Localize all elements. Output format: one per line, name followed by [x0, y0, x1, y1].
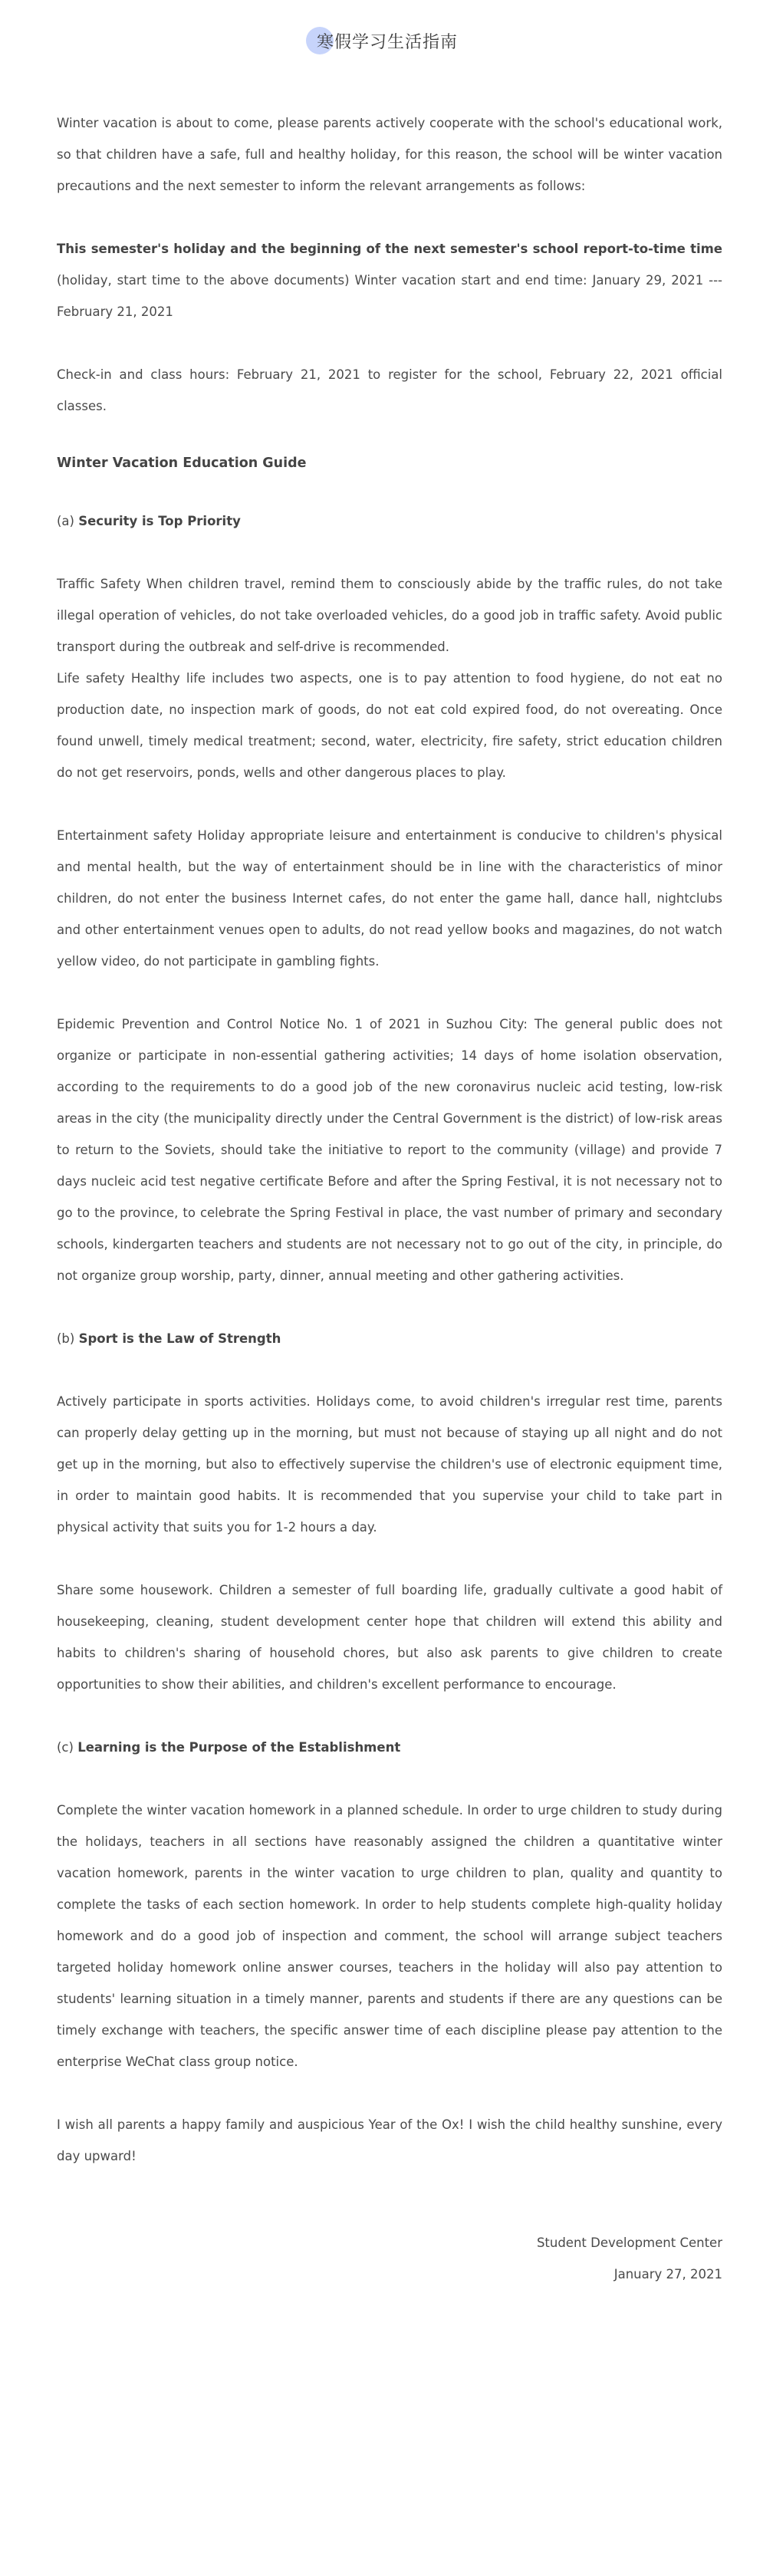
section-b-heading — [57, 1323, 722, 1354]
sports-paragraph: Actively participate in sports activities. Holidays come, to avoid children's irregular rest time, parents can properly delay getting up in the morning, but must not because of staying up all night and do not get up in the morning, but also to effectively supervise the children's use of electronic equipment time, in order to maintain good habits. It is recommended that you supervise your child to take part in physical activity that suits you for 1-2 hours a day. — [57, 1394, 722, 1535]
article-header — [0, 0, 773, 84]
signature-org: Student Development Center — [536, 2235, 722, 2250]
epidemic-notice-paragraph: Epidemic Prevention and Control Notice No. 1 of 2021 in Suzhou City: The general public does not organize or participate in non-essential gathering activities; 14 days of home isolation observation, according to the requirements to do a good job of the new coronavirus nucleic acid testing, low-risk areas in the city (the municipality directly under the Central Government is the district) of low-risk areas to return to the Soviets, should take the initiative to report to the community (village) and provide 7 days nucleic acid test negative certificate Before and after the Spring Festival, it is not necessary not to go to the province, to celebrate the Spring Festival in place, the vast number of primary and secondary schools, kindergarten teachers and students are not necessary not to go out of the city, in principle, do not organize group worship, party, dinner, annual meeting and other gathering activities. — [57, 1017, 722, 1283]
section-a-heading — [57, 505, 722, 537]
checkin-paragraph: Check-in and class hours: February 21, 2021 to register for the school, February 22, 2021 official classes. — [57, 367, 722, 413]
schedule-paragraph — [57, 233, 722, 327]
section-c-prefix: (c) — [57, 1740, 78, 1755]
schedule-bold-label: This semester's holiday and the beginning of the next semester's school report-to-time time — [57, 242, 722, 256]
section-a-prefix: (a) — [57, 514, 79, 528]
signature-date: January 27, 2021 — [613, 2267, 722, 2282]
closing-paragraph: I wish all parents a happy family and auspicious Year of the Ox! I wish the child healthy sunshine, every day upward! — [57, 2117, 722, 2163]
homework-paragraph: Complete the winter vacation homework in a planned schedule. In order to urge children to study during the holidays, teachers in all sections have reasonably assigned the children a quantitative winter vacation homework, parents in the winter vacation to urge children to plan, quality and quantity to complete the tasks of each section homework. In order to help students complete high-quality holiday homework and do a good job of inspection and comment, the school will arrange subject teachers targeted holiday homework online answer courses, teachers in the holiday will also pay attention to students' learning situation in a timely manner, parents and students if there are any questions can be timely exchange with teachers, the specific answer time of each discipline please pay attention to the enterprise WeChat class group notice. — [57, 1803, 722, 2069]
page-title-text: 寒假学习生活指南 — [316, 32, 458, 52]
section-c-title: Learning is the Purpose of the Establishment — [77, 1740, 401, 1755]
section-a-title: Security is Top Priority — [78, 514, 241, 528]
page-title — [315, 29, 458, 53]
schedule-text: (holiday, start time to the above documents) Winter vacation start and end time: January 29, 2021 --- February 21, 2021 — [57, 273, 722, 319]
guide-heading: Winter Vacation Education Guide — [57, 456, 307, 471]
signature-block — [57, 2227, 722, 2290]
section-b-title: Sport is the Law of Strength — [78, 1331, 281, 1346]
housework-paragraph: Share some housework. Children a semester of full boarding life, gradually cultivate a good habit of housekeeping, cleaning, student development center hope that children will extend this ability and habits to children's sharing of household chores, but also ask parents to give children to create opportunities to show their abilities, and children's excellent performance to encourage. — [57, 1583, 722, 1692]
life-safety-paragraph: Life safety Healthy life includes two aspects, one is to pay attention to food hygiene, do not eat no production date, no inspection mark of goods, do not eat cold expired food, do not overeating. Once found unwell, timely medical treatment; second, water, electricity, fire safety, strict education children do not get reservoirs, ponds, wells and other dangerous places to play. — [57, 671, 722, 780]
article-body — [57, 107, 722, 2321]
traffic-safety-paragraph: Traffic Safety When children travel, remind them to consciously abide by the traffic rules, do not take illegal operation of vehicles, do not take overloaded vehicles, do a good job in traffic safety. Avoid public transport during the outbreak and self-drive is recommended. — [57, 577, 722, 654]
section-c-heading — [57, 1732, 722, 1763]
section-b-prefix: (b) — [57, 1331, 79, 1346]
intro-paragraph: Winter vacation is about to come, please parents actively cooperate with the school's educational work, so that children have a safe, full and healthy holiday, for this reason, the school will be winter vacation precautions and the next semester to inform the relevant arrangements as follows: — [57, 116, 722, 193]
entertainment-safety-paragraph: Entertainment safety Holiday appropriate leisure and entertainment is conducive to children's physical and mental health, but the way of entertainment should be in line with the characteristics of minor children, do not enter the business Internet cafes, do not enter the game hall, dance hall, nightclubs and other entertainment venues open to adults, do not read yellow books and magazines, do not watch yellow video, do not participate in gambling fights. — [57, 828, 722, 969]
